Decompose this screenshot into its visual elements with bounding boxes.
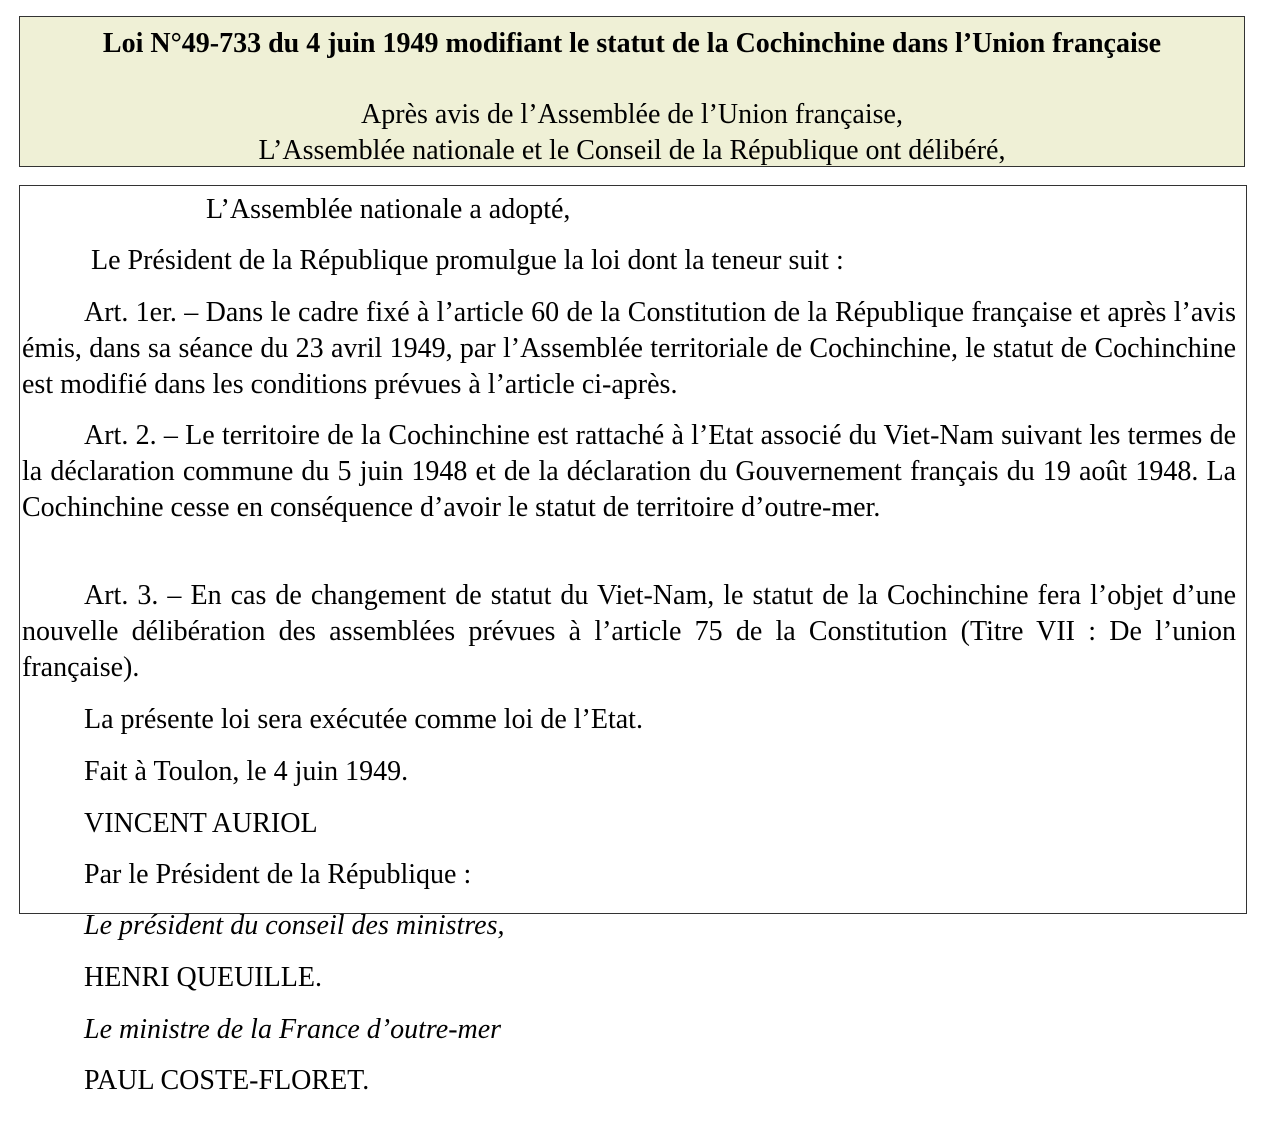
council-president-title: Le président du conseil des ministres, [84,910,505,941]
law-body-box [19,185,1247,914]
preamble-union-assembly: Après avis de l’Assemblée de l’Union française, [361,99,903,130]
preamble-deliberation: L’Assemblée nationale et le Conseil de la République ont délibéré, [258,135,1006,166]
adopted-statement: L’Assemblée nationale a adopté, [206,194,571,225]
council-president-name: HENRI QUEUILLE. [84,962,322,993]
law-title: Loi N°49-733 du 4 juin 1949 modifiant le statut de la Cochinchine dans l’Union française [102,28,1162,59]
minister-name: PAUL COSTE-FLORET. [84,1065,370,1096]
law-header-box [19,16,1245,167]
by-president: Par le Président de la République : [84,859,472,890]
article-1: Art. 1er. – Dans le cadre fixé à l’article 60 de la Constitution de la République française et après l’avis émis, dans sa séance du 23 avril 1949, par l’Assemblée territoriale de Cochinchine, le statut de Cochinchine est modifié dans les conditions prévues à l’article ci-après. [22,297,1236,400]
execution-clause: La présente loi sera exécutée comme loi de l’Etat. [84,704,643,735]
place-date: Fait à Toulon, le 4 juin 1949. [84,756,409,787]
minister-title: Le ministre de la France d’outre-mer [84,1014,502,1045]
promulgation-statement: Le Président de la République promulgue la loi dont la teneur suit : [91,245,844,276]
article-2: Art. 2. – Le territoire de la Cochinchine est rattaché à l’Etat associé du Viet-Nam suivant les termes de la déclaration commune du 5 juin 1948 et de la déclaration du Gouvernement français du 19 août 1948. La Cochinchine cesse en conséquence d’avoir le statut de territoire d’outre-mer. [22,420,1236,523]
article-3: Art. 3. – En cas de changement de statut du Viet-Nam, le statut de la Cochinchine fera l’objet d’une nouvelle délibération des assemblées prévues à l’article 75 de la Constitution (Titre VII : De l’union française). [22,580,1236,683]
president-name: VINCENT AURIOL [84,808,318,839]
